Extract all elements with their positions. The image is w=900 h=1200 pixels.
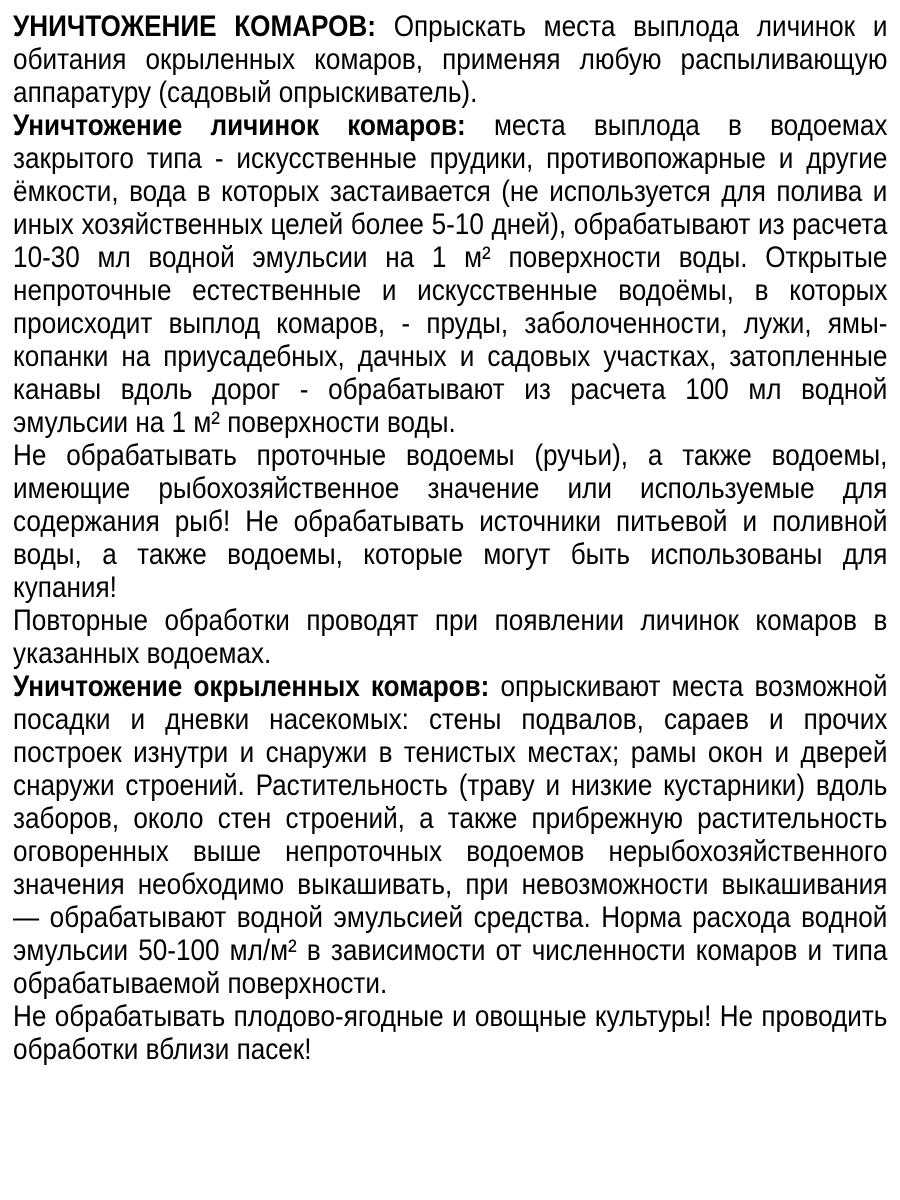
paragraph-text: Не обрабатывать проточные водоемы (ручьи), а также водоемы, имеющие рыбохозяйственное значение или используемые для содержания рыб! Не обрабатывать источники питьевой и поливной воды, а также водоемы, которые могут быть использованы для купания!	[13, 439, 888, 604]
paragraph-crops-warning	[13, 1000, 887, 1066]
paragraph-waterbody-warning	[13, 439, 887, 604]
paragraph-text: Не обрабатывать плодово-ягодные и овощные культуры! Не проводить обработки вблизи пасек!	[13, 1000, 888, 1066]
paragraph-mosquito-destruction	[13, 10, 887, 109]
paragraph-text: Повторные обработки проводят при появлении личинок комаров в указанных водоемах.	[13, 604, 888, 670]
paragraph-heading: Уничтожение окрыленных комаров:	[13, 670, 490, 703]
paragraph-larvae-destruction	[13, 109, 887, 439]
paragraph-heading: УНИЧТОЖЕНИЕ КОМАРОВ:	[13, 10, 376, 43]
paragraph-text: опрыскивают места возможной посадки и дневки насекомых: стены подвалов, сараев и прочих построек изнутри и снаружи в тенистых местах; рамы окон и дверей снаружи строений. Растительность (траву и низкие кустарники) вдоль заборов, около стен строений, а также прибрежную растительность оговоренных выше непроточных водоемов нерыбохозяйственного значения необходимо выкашивать, при невозможности выкашивания — обрабатывают водной эмульсией средства. Норма расхода водной эмульсии 50-100 мл/м² в зависимости от численности комаров и типа обрабатываемой поверхности.	[13, 670, 888, 1000]
paragraph-heading: Уничтожение личинок комаров:	[13, 109, 466, 142]
paragraph-winged-mosquitoes	[13, 670, 887, 1000]
paragraph-text: места выплода в водоемах закрытого типа - искусственные прудики, противопожарные и другие ёмкости, вода в которых застаивается (не используется для полива и иных хозяйственных целей более 5-10 дней), обрабатывают из расчета 10-30 мл водной эмульсии на 1 м² поверхности воды. Открытые непроточные естественные и искусственные водоёмы, в которых происходит выплод комаров, - пруды, заболоченности, лужи, ямы-копанки на приусадебных, дачных и садовых участках, затопленные канавы вдоль дорог - обрабатывают из расчета 100 мл водной эмульсии на 1 м² поверхности воды.	[13, 109, 888, 439]
paragraph-repeat-treatments	[13, 604, 887, 670]
paragraph-text: Опрыскать места выплода личинок и обитания окрыленных комаров, применяя любую распыливающую аппаратуру (садовый опрыскиватель).	[13, 10, 888, 109]
